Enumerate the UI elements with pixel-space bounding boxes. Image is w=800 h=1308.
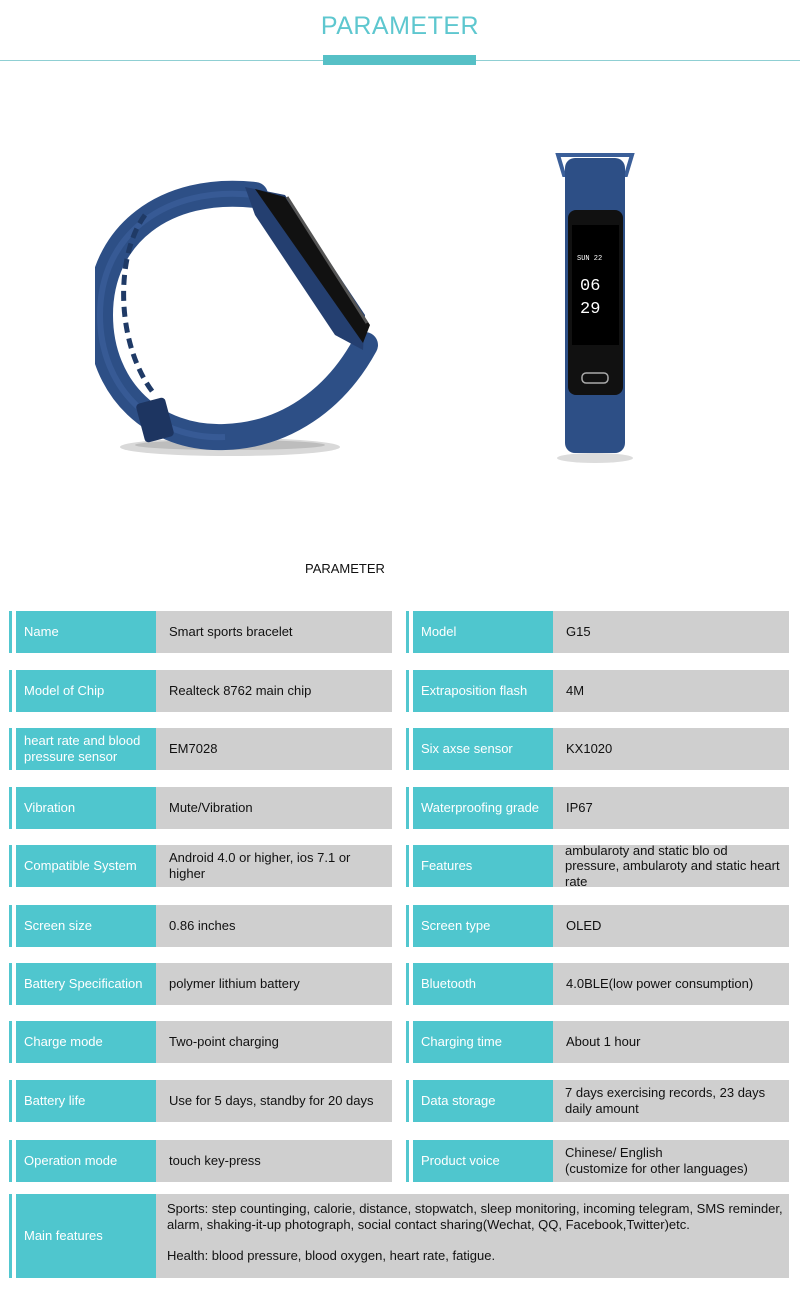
param-key: Model of Chip: [16, 670, 156, 712]
watch-minute-text: 29: [580, 300, 601, 319]
watch-day-text: SUN 22: [577, 255, 603, 263]
main-features-row: [9, 1194, 790, 1278]
param-key: Model: [413, 611, 553, 653]
param-key: Operation mode: [16, 1140, 156, 1182]
param-value: polymer lithium battery: [156, 963, 392, 1005]
param-row: [406, 611, 790, 653]
sports-features-text: Sports: step countinging, calorie, distance, stopwatch, sleep monitoring, incoming telegram, SMS reminder, alarm, shaking-it-up photograph, social contact sharing(Wechat, QQ, Facebook,Twitter)etc.: [167, 1201, 783, 1232]
param-value: 4.0BLE(low power consumption): [553, 963, 789, 1005]
param-key: Screen size: [16, 905, 156, 947]
bracelet-front-image: [550, 150, 640, 470]
param-key: Screen type: [413, 905, 553, 947]
main-features-value: [156, 1194, 789, 1278]
param-row: [406, 1140, 790, 1182]
param-value: 4M: [553, 670, 789, 712]
param-key: Waterproofing grade: [413, 787, 553, 829]
param-key: Charging time: [413, 1021, 553, 1063]
param-value: Smart sports bracelet: [156, 611, 392, 653]
param-row: [406, 1021, 790, 1063]
param-row: [406, 1080, 790, 1122]
param-row: [406, 787, 790, 829]
param-row: [9, 905, 393, 947]
param-value: Realteck 8762 main chip: [156, 670, 392, 712]
param-key: Extraposition flash: [413, 670, 553, 712]
param-row: [406, 728, 790, 770]
param-value: 7 days exercising records, 23 days daily amount: [553, 1080, 789, 1122]
param-key: Vibration: [16, 787, 156, 829]
param-key: Six axse sensor: [413, 728, 553, 770]
param-value: Mute/Vibration: [156, 787, 392, 829]
param-value: Use for 5 days, standby for 20 days: [156, 1080, 392, 1122]
param-key: Data storage: [413, 1080, 553, 1122]
param-value: KX1020: [553, 728, 789, 770]
health-features-text: Health: blood pressure, blood oxygen, heart rate, fatigue.: [167, 1248, 496, 1264]
param-row: [9, 1021, 393, 1063]
param-key: heart rate and blood pressure sensor: [16, 728, 156, 770]
param-value: G15: [553, 611, 789, 653]
section-title: PARAMETER: [305, 561, 385, 576]
param-key: Name: [16, 611, 156, 653]
page-title: PARAMETER: [320, 12, 480, 40]
header-accent-bar: [323, 55, 476, 65]
watch-hour-text: 06: [580, 277, 601, 296]
param-value: 0.86 inches: [156, 905, 392, 947]
param-row: [9, 845, 393, 887]
param-key: Product voice: [413, 1140, 553, 1182]
param-row: [406, 842, 790, 889]
param-row: [406, 670, 790, 712]
param-row: [9, 611, 393, 653]
param-key: Features: [413, 845, 553, 887]
param-value: About 1 hour: [553, 1021, 789, 1063]
param-key: Bluetooth: [413, 963, 553, 1005]
param-key: Main features: [16, 1194, 156, 1278]
param-value: Android 4.0 or higher, ios 7.1 or higher: [156, 845, 392, 887]
bracelet-side-image: [95, 175, 385, 465]
param-key: Battery life: [16, 1080, 156, 1122]
param-value: Chinese/ English (customize for other languages): [553, 1140, 789, 1182]
param-value: Two-point charging: [156, 1021, 392, 1063]
param-row: [9, 728, 393, 770]
param-row: [9, 787, 393, 829]
param-value: IP67: [553, 787, 789, 829]
param-value: OLED: [553, 905, 789, 947]
param-row: [406, 963, 790, 1005]
param-row: [9, 670, 393, 712]
param-row: [9, 963, 393, 1005]
param-value: ambularoty and static blo od pressure, ambularoty and static heart rate: [553, 845, 789, 887]
param-value: touch key-press: [156, 1140, 392, 1182]
param-key: Charge mode: [16, 1021, 156, 1063]
param-row: [9, 1140, 393, 1182]
param-value: EM7028: [156, 728, 392, 770]
param-row: [406, 905, 790, 947]
param-key: Battery Specification: [16, 963, 156, 1005]
param-row: [9, 1080, 393, 1122]
param-key: Compatible System: [16, 845, 156, 887]
